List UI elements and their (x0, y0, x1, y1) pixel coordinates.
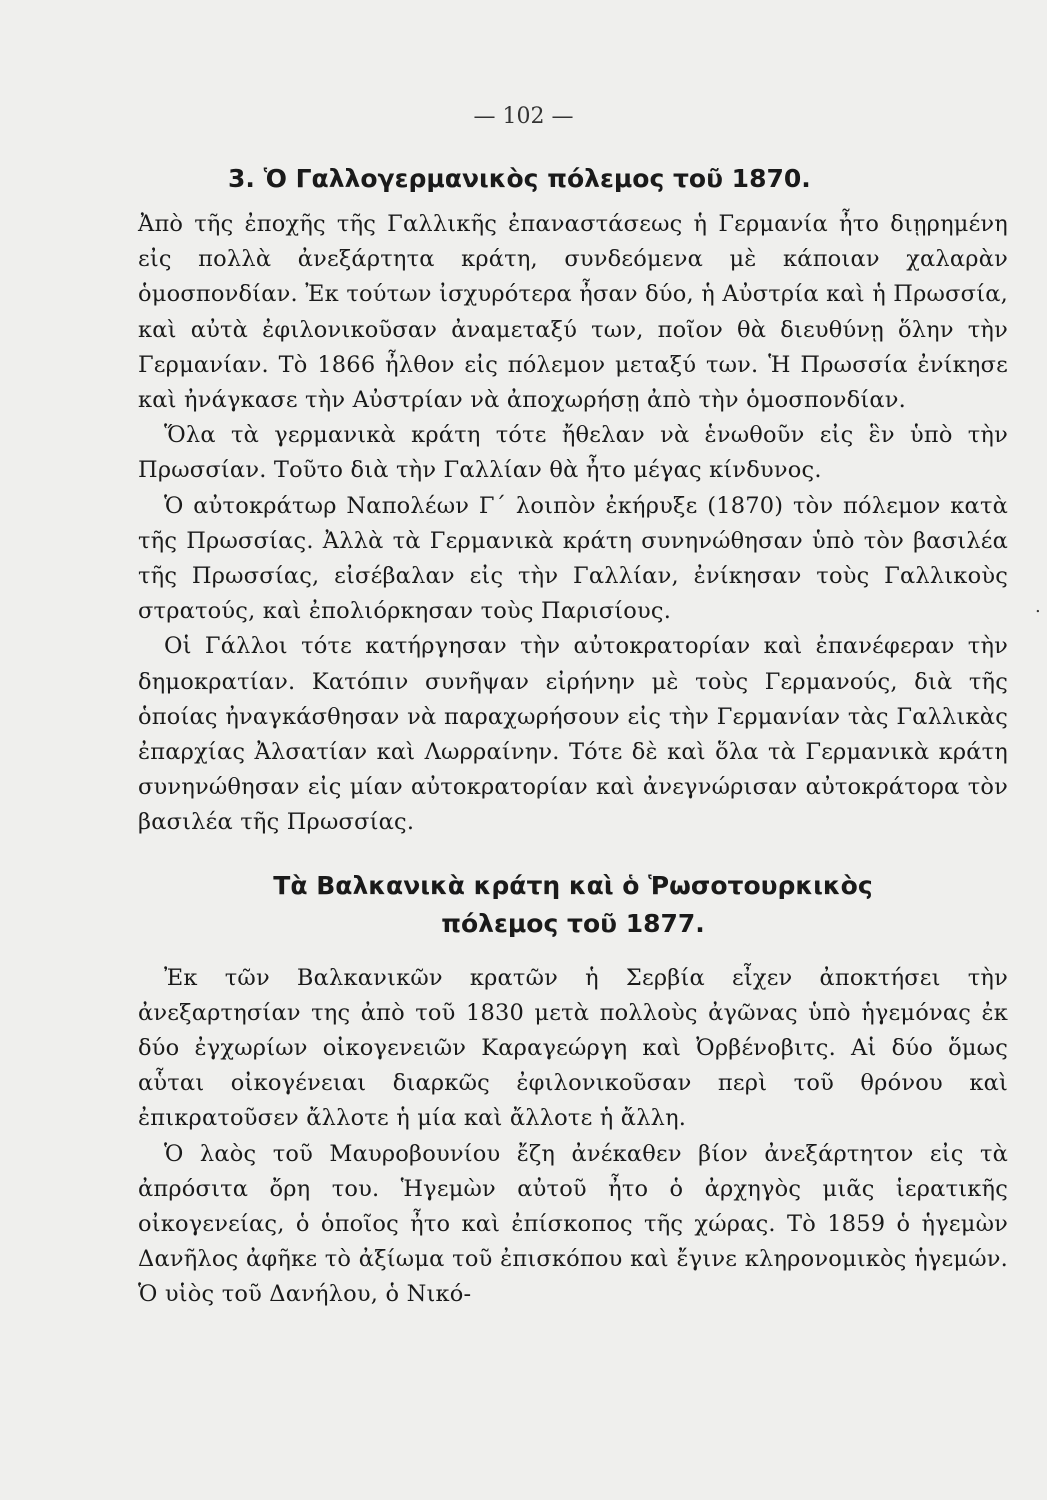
paragraph: Ὁ λαὸς τοῦ Μαυροβουνίου ἔζη ἀνέκαθεν βίον ἀνεξάρτητον εἰς τὰ ἀπρόσιτα ὄρη του. Ἡγεμὼν αὐτοῦ ἦτο ὁ ἀρχηγὸς μιᾶς ἱερατικῆς οἰκογενείας, ὁ ὁποῖος ἦτο καὶ ἐπίσκοπος τῆς χώρας. Τὸ 1859 ὁ ἡγεμὼν Δανῆλος ἀφῆκε τὸ ἀξίωμα τοῦ ἐπισκόπου καὶ ἔγινε κληρονομικὸς ἡγεμών. Ὁ υἱὸς τοῦ Δανήλου, ὁ Νικό- (138, 1140, 1008, 1308)
paragraph: Οἱ Γάλλοι τότε κατήργησαν τὴν αὐτοκρατορίαν καὶ ἐπανέφεραν τὴν δημοκρατίαν. Κατόπιν συνῆψαν εἰρήνην μὲ τοὺς Γερμανούς, διὰ τῆς ὁποίας ἠναγκάσθησαν νὰ παραχωρήσουν εἰς τὴν Γερμανίαν τὰς Γαλλικὰς ἐπαρχίας Ἀλσατίαν καὶ Λωρραίνην. Τότε δὲ καὶ ὅλα τὰ Γερμανικὰ κράτη συνηνώθησαν εἰς μίαν αὐτοκρατορίαν καὶ ἀνεγνώρισαν αὐτοκράτορα τὸν βασιλέα τῆς Πρωσσίας. (138, 633, 1008, 836)
page-content (138, 150, 1008, 1313)
section-heading-balkan-states (138, 867, 1008, 943)
page-number: — 102 — (473, 104, 574, 129)
paragraph: Ὁ αὐτοκράτωρ Ναπολέων Γ΄ λοιπὸν ἐκήρυξε (1870) τὸν πόλεμον κατὰ τῆς Πρωσσίας. Ἀλλὰ τὰ Γερμανικὰ κράτη συνηνώθησαν ὑπὸ τὸν βασιλέα τῆς Πρωσσίας, εἰσέβαλαν εἰς τὴν Γαλλίαν, ἐνίκησαν τοὺς Γαλλικοὺς στρατούς, καὶ ἐπολιόρκησαν τοὺς Παρισίους. (138, 492, 1008, 625)
paragraph: Ἐκ τῶν Βαλκανικῶν κρατῶν ἡ Σερβία εἶχεν ἀποκτήσει τὴν ἀνεξαρτησίαν της ἀπὸ τοῦ 1830 μετὰ πολλοὺς ἀγῶνας ὑπὸ ἡγεμόνας ἐκ δύο ἐγχωρίων οἰκογενειῶν Καραγεώργη καὶ Ὀρβένοβιτς. Αἱ δύο ὅμως αὗται οἰκογένειαι διαρκῶς ἐφιλονικοῦσαν περὶ τοῦ θρόνου καὶ ἐπικρατοῦσεν ἄλλοτε ἡ μία καὶ ἄλλοτε ἡ ἄλλη. (138, 964, 1008, 1132)
section-heading-line: πόλεμος τοῦ 1877. (441, 908, 705, 938)
paragraph: Ἀπὸ τῆς ἐποχῆς τῆς Γαλλικῆς ἐπαναστάσεως ἡ Γερμανία ἦτο διῃρημένη εἰς πολλὰ ἀνεξάρτητα κράτη, συνδεόμενα μὲ κάποιαν χαλαρὰν ὁμοσπονδίαν. Ἐκ τούτων ἰσχυρότερα ἦσαν δύο, ἡ Αὐστρία καὶ ἡ Πρωσσία, καὶ αὐτὰ ἐφιλονικοῦσαν ἀναμεταξύ των, ποῖον θὰ διευθύνῃ ὅλην τὴν Γερμανίαν. Τὸ 1866 ἦλθον εἰς πόλεμον μεταξύ των. Ἡ Πρωσσία ἐνίκησε καὶ ἠνάγκασε τὴν Αὐστρίαν νὰ ἀποχωρήσῃ ἀπὸ τὴν ὁμοσπονδίαν. (138, 211, 1008, 414)
section-heading-franco-prussian-war: 3. Ὁ Γαλλογερμανικὸς πόλεμος τοῦ 1870. (228, 164, 811, 193)
margin-mark: . (1035, 596, 1041, 617)
paragraph: Ὅλα τὰ γερμανικὰ κράτη τότε ἤθελαν νὰ ἑνωθοῦν εἰς ἓν ὑπὸ τὴν Πρωσσίαν. Τοῦτο διὰ τὴν Γαλλίαν θὰ ἦτο μέγας κίνδυνος. (138, 422, 1008, 484)
section-heading-line: Τὰ Βαλκανικὰ κράτη καὶ ὁ Ῥωσοτουρκικὸς (273, 870, 873, 900)
